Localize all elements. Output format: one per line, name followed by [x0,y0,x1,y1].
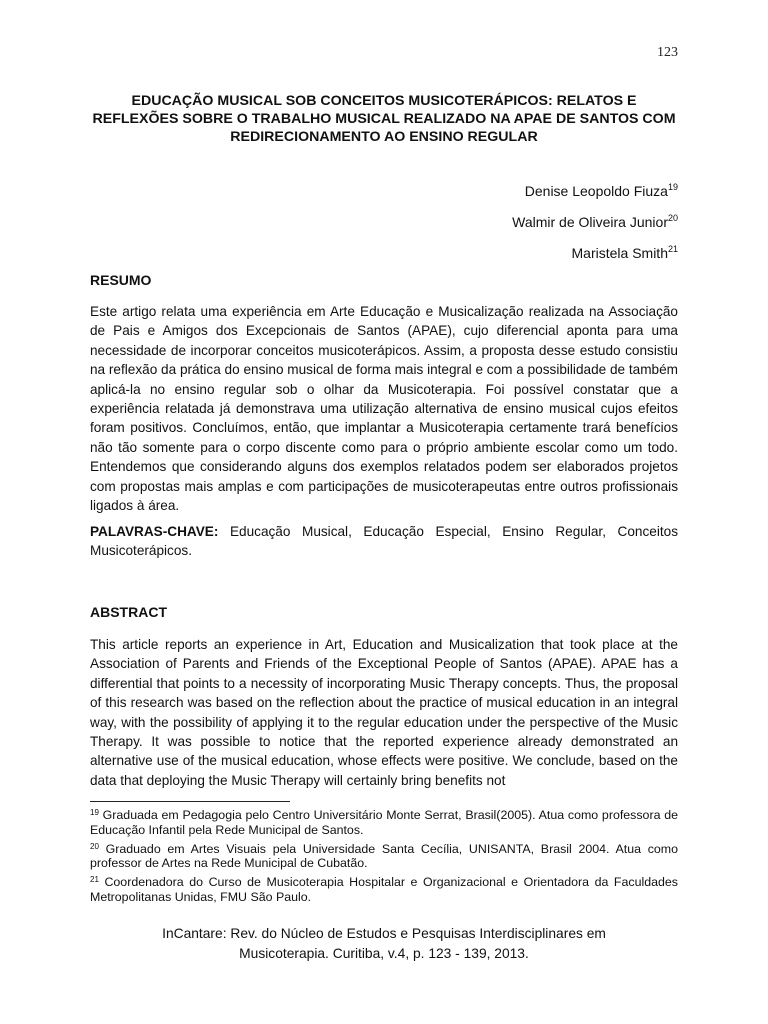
author-entry [512,176,678,207]
author-list [512,176,678,269]
author-name: Denise Leopoldo Fiuza [524,183,668,199]
journal-footer-line: Musicoterapia. Curitiba, v.4, p. 123 - 139, 2013. [239,946,529,961]
footnote [90,873,678,905]
journal-footer [90,924,678,964]
author-name: Walmir de Oliveira Junior [512,214,668,230]
resumo-paragraph: Este artigo relata uma experiência em Arte Educação e Musicalização realizada na Associação de Pais e Amigos dos Excepcionais de Santos (APAE), cujo diferencial aponta para uma necessidade de incorporar conceitos musicoterápicos. Assim, a proposta desse estudo consistiu na reflexão da prática do ensino musical de forma mais integral e com a possibilidade de também aplicá-la no ensino regular sob o olhar da Musicoterapia. Foi possível constatar que a experiência relatada já demonstrava uma utilização alternativa de ensino musical cujos efeitos foram positivos. Concluímos, então, que implantar a Musicoterapia certamente trará benefícios não tão somente para o corpo discente como para o próprio ambiente escolar como um todo. Entendemos que considerando alguns dos exemplos relatados podem ser elaborados projetos com propostas mais amplas e com participações de musicoterapeutas entre outros profissionais ligados à área. [90,304,678,514]
abstract-paragraph: This article reports an experience in Art, Education and Musicalization that took place at the Association of Parents and Friends of the Exceptional People of Santos (APAE). APAE has a differential that points to a necessity of incorporating Music Therapy concepts. Thus, the proposal of this research was based on the reflection about the practice of musical education in an integral way, with the possibility of applying it to the regular education under the perspective of the Music Therapy. It was possible to notice that the reported experience already demonstrated an alternative use of the musical education, whose effects were positive. We conclude, based on the data that deploying the Music Therapy will certainly bring benefits not [90,637,678,788]
keywords [90,522,678,561]
abstract-heading: ABSTRACT [90,604,167,620]
page-number: 123 [657,45,678,60]
footnote [90,806,678,838]
article-title: EDUCAÇÃO MUSICAL SOB CONCEITOS MUSICOTERÁPICOS: RELATOS E REFLEXÕES SOBRE O TRABALHO MUSICAL REALIZADO NA APAE DE SANTOS COM REDIRECIONAMENTO AO ENSINO REGULAR [92,93,676,145]
footnote-text: Graduado em Artes Visuais pela Universidade Santa Cecília, UNISANTA, Brasil 2004. Atua como professor de Artes na Rede Municipal de Cubatão. [90,841,678,871]
author-entry [512,207,678,238]
keywords-text: Educação Musical, Educação Especial, Ensino Regular, Conceitos Musicoterápicos. [90,524,678,559]
footnotes [90,806,678,907]
footnote-number: 21 [90,875,99,885]
footnote-number: 19 [90,808,99,817]
author-entry [512,238,678,269]
footnote-number: 20 [90,841,99,851]
footnote-ref[interactable]: 20 [667,213,678,223]
journal-footer-line: InCantare: Rev. do Núcleo de Estudos e Pesquisas Interdisciplinares em [162,926,606,941]
footnote-divider [90,801,290,802]
footnote [90,840,678,872]
keywords-label: PALAVRAS-CHAVE: [90,524,219,539]
footnote-text: Graduada em Pedagogia pelo Centro Universitário Monte Serrat, Brasil(2005). Atua como professora de Educação Infantil pela Rede Municipal de Santos. [90,808,678,837]
footnote-text: Coordenadora do Curso de Musicoterapia Hospitalar e Organizacional e Orientadora da Faculdades Metropolitanas Unidas, FMU São Paulo. [90,875,678,904]
footnote-ref[interactable]: 21 [667,244,678,254]
author-name: Maristela Smith [571,245,668,261]
footnote-ref[interactable]: 19 [667,182,678,192]
resumo-heading: RESUMO [90,272,152,288]
